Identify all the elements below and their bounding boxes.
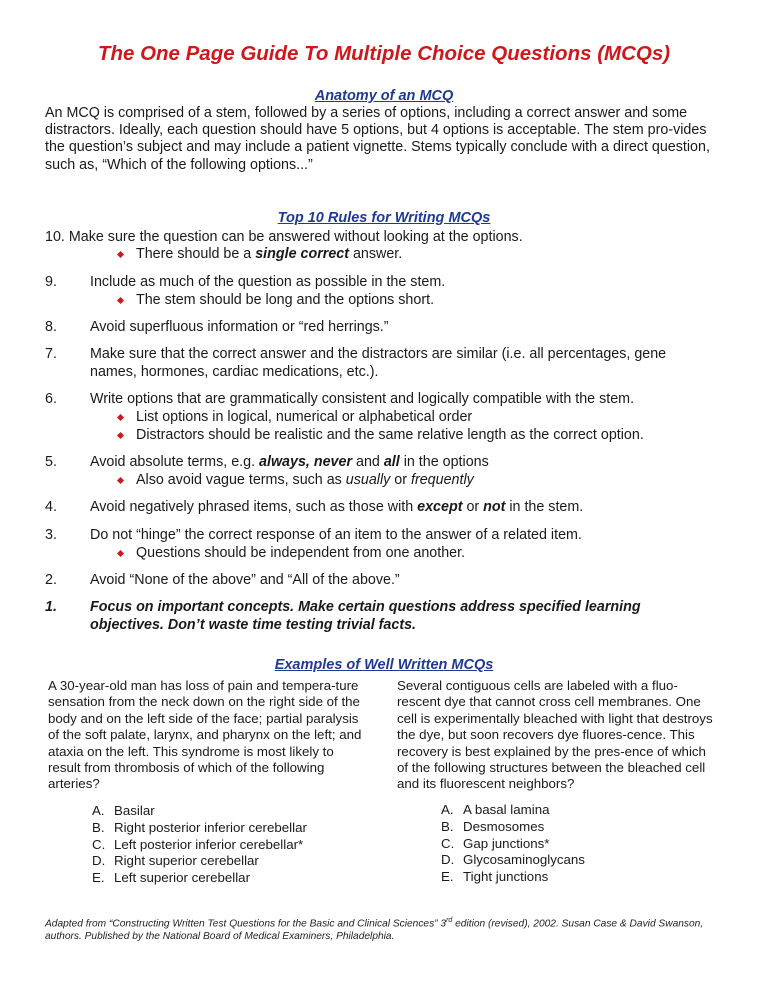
citation-footer: Adapted from “Constructing Written Test Questions for the Basic and Clinical Sciences” 3rd edition (revised), 2002. Susan Case & David Swanson, authors. Published by the National Board of Medical Examiners, Philadelphia. <box>45 917 704 943</box>
example-left-stem: A 30-year-old man has loss of pain and tempera-ture sensation from the neck down on the right side of the body and on the left side of the face; partial paralysis of the soft palate, larynx, and pharynx on the left; and ataxia on the left. This syndrome is most likely to result from thrombosis of which of the following arteries? <box>48 678 362 792</box>
rule-2: 2. Avoid “None of the above” and “All of the above.” <box>45 572 400 588</box>
diamond-bullet-icon <box>117 550 124 557</box>
anatomy-paragraph: An MCQ is comprised of a stem, followed by a series of options, including a correct answer and some distractors. Ideally, each question should have 5 options, but 4 options is acceptable. The stem pro-vides the question’s subject and may include a patient vignette. Stems typically conclude with a direct question, such as, “Which of the following options...” <box>45 105 710 173</box>
rule-3: 3. Do not “hinge” the correct response of an item to the answer of a related item. <box>45 527 582 543</box>
rule-3-bullet: Questions should be independent from one another. <box>136 545 465 563</box>
rules-heading: Top 10 Rules for Writing MCQs <box>277 210 491 226</box>
rule-5-bullet: Also avoid vague terms, such as usually or frequently <box>136 472 474 490</box>
rule-6-bullet-1: List options in logical, numerical or alphabetical order <box>136 409 472 427</box>
diamond-bullet-icon <box>117 251 124 258</box>
diamond-bullet-icon <box>117 477 124 484</box>
diamond-bullet-icon <box>117 414 124 421</box>
examples-heading: Examples of Well Written MCQs <box>274 657 494 673</box>
rule-7: 7. Make sure that the correct answer and the distractors are similar (i.e. all percentages, gene names, hormones, cardiac medications, etc.). <box>45 346 667 380</box>
rule-1: 1. Focus on important concepts. Make certain questions address specified learning objectives. Don’t waste time testing trivial facts. <box>45 599 641 633</box>
diamond-bullet-icon <box>117 297 124 304</box>
rule-6: 6. Write options that are grammatically consistent and logically compatible with the stem. <box>45 391 635 407</box>
rule-10: 10. Make sure the question can be answered without looking at the options. <box>45 229 523 245</box>
diamond-bullet-icon <box>117 432 124 439</box>
example-right-stem: Several contiguous cells are labeled with a fluo-rescent dye that cannot cross cell membranes. One cell is experimentally bleached with light that destroys the dye, but soon recovers dye fluores-cence. This recovery is best explained by the pres-ence of which of the following structures between the bleached cell and its fluorescent neighbors? <box>397 678 713 792</box>
rule-6-bullet-2: Distractors should be realistic and the same relative length as the correct option. <box>136 427 644 445</box>
rule-9-bullet: The stem should be long and the options short. <box>136 292 434 310</box>
page-title: The One Page Guide To Multiple Choice Questions (MCQs) <box>97 42 671 65</box>
document-page: The One Page Guide To Multiple Choice Questions (MCQs) Anatomy of an MCQ An MCQ is comprised of a stem, followed by a series of options, including a correct answer and some distractors. Ideally, each question should have 5 options, but 4 options is acceptable. The stem pro-vides the question’s subject and may include a patient vignette. Stems typically conclude with a direct question, such as, “Which of the following options...” Top 10 Rules for Writing MCQs 10. Make sure the question can be answered without looking at the options. There should be a single correct answer. 9. Include as much of the question as possible in the stem. The stem should be long and the options short. 8. Avoid superfluous information or “red herrings.” 7. Make sure that the correct answer and the distractors are similar (i.e. all percentages, gene names, hormones, cardiac medications, etc.). 6. Write options that are grammatically consistent and logically compatible with the stem. List options in logical, numerical or alphabetical order Distractors should be realistic and the same relative length as the correct option. 5. Avoid absolute terms, e.g. always, never and all in the options Also avoid vague terms, such as usually or frequently 4. Avoid negatively phrased items, such as those with except or not in the stem. 3. Do not “hinge” the correct response of an item to the answer of a related item. Questions should be independent from one another. 2. Avoid “None of the above” and “All of the above.” 1. Focus on important concepts. Make certain questions address specified learning objectives. Don’t waste time testing trivial facts. Examples of Well Written MCQs A 30-year-old man has loss of pain and tempera-ture sensation from the neck down on the right side of the body and on the left side of the face; partial paralysis of the soft palate, larynx, and pharynx on the left; and ataxia on the left. This syndrome is most likely to result from thrombosis of which of the following arteries? A. Basilar B. Right posterior inferior cerebellar C. Left posterior inferior cerebellar* D. Right superior cerebellar E. Left superior cerebellar Several contiguous cells are labeled with a fluo-rescent dye that cannot cross cell membranes. One cell is experimentally bleached with light that destroys the dye, but soon recovers dye fluores-cence. This recovery is best explained by the pres-ence of which of the following structures between the bleached cell and its fluorescent neighbors? A. A basal lamina B. Desmosomes C. Gap junctions* D. Glycosaminoglycans E. Tight junctions Adapted from “Constructing Written Test Questions for the Basic and Clinical Sciences” 3rd edition (revised), 2002. Susan Case & David Swanson, authors. Published by the National Board of Medical Examiners, Philadelphia. <box>0 0 768 994</box>
anatomy-heading: Anatomy of an MCQ <box>314 88 454 104</box>
rule-5: 5. Avoid absolute terms, e.g. always, never and all in the options <box>45 454 489 470</box>
rule-9: 9. Include as much of the question as possible in the stem. <box>45 274 446 290</box>
rule-10-bullet: There should be a single correct answer. <box>136 246 402 264</box>
rule-8: 8. Avoid superfluous information or “red herrings.” <box>45 319 389 335</box>
rule-4: 4. Avoid negatively phrased items, such as those with except or not in the stem. <box>45 499 584 515</box>
